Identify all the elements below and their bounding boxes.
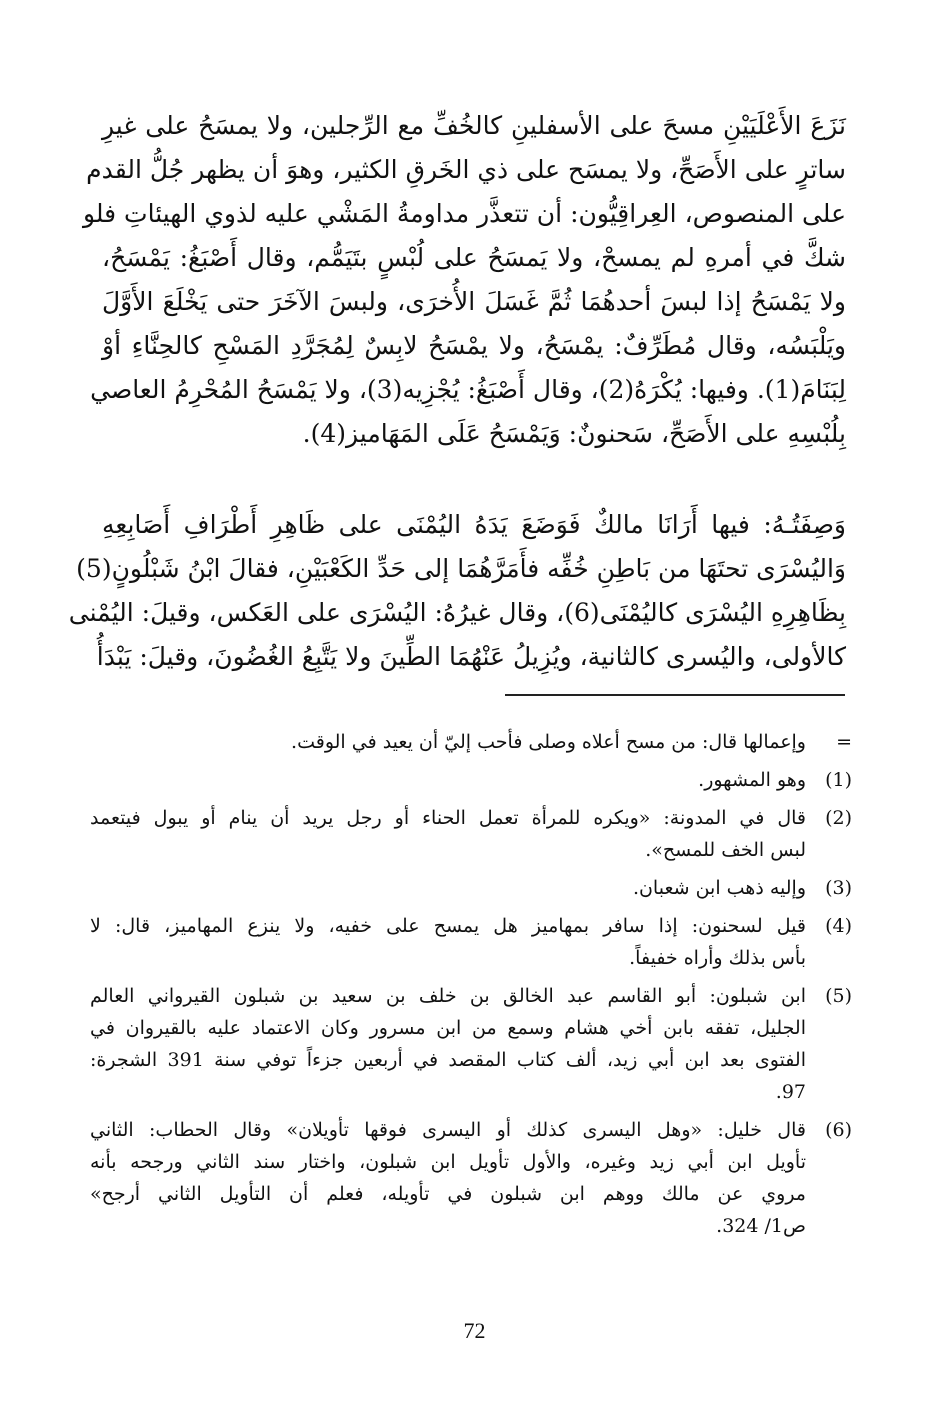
footnote-line: قال في المدونة: «ويكره للمرأة تعمل الحناء أو رجل يريد أن ينام أو يبول فيتعمد: [90, 807, 806, 829]
footnote-separator: [505, 694, 845, 696]
text-line: ولا يَمْسَحُ إذا لبسَ أحدهُمَا ثُمَّ غَسَلَ الأُخرَى، ولبسَ الآخَرَ حتى يَخْلَعَ الأَوَّلَ: [102, 287, 846, 316]
footnote-line: ص1/ 324.: [716, 1215, 806, 1237]
text-line: كالأولى، واليُسرى كالثانية، ويُزِيلُ عَنْهُمَا الطِّينَ ولا يَتَّبِعُ الغُضُونَ، وقيلَ: يَبْدَأُ: [96, 642, 846, 671]
footnote-line: وإعمالها قال: من مسح أعلاه وصلى فأحب إليّ أن يعيد في الوقت.: [291, 731, 806, 753]
footnote-mark: =: [836, 731, 852, 753]
footnote-5: [90, 980, 852, 1108]
main-paragraph-1: [82, 104, 846, 456]
page-number: 72: [463, 1318, 486, 1343]
footnote-1: [90, 764, 852, 796]
text-line: وَصِفَتُـهُ: فيها أَرَانَا مالكٌ فَوَضَعَ يَدَهُ اليُمْنَى على ظَاهِرِ أَطْرَافِ أَصَابِعِهِ: [102, 510, 846, 539]
footnote-line: وإليه ذهب ابن شعبان.: [632, 877, 806, 899]
text-line: ساترٍ على الأَصَحِّ، ولا يمسَح على ذي الخَرقِ الكثير، وهوَ أن يظهر جُلُّ القدم: [86, 155, 846, 184]
footnote-2: [90, 802, 852, 866]
footnote-mark: (2): [825, 807, 852, 829]
footnote-line: بأس بذلك وأراه خفيفاً.: [629, 947, 806, 969]
footnote-line: مروي عن مالك ووهم ابن شبلون في تأويله، فعلم أن التأويل الثاني أرجح»: [90, 1183, 806, 1205]
text-line: ويَلْبَسُه، وقال مُطَرِّفٌ: يمْسَحُ، ولا يمْسَحُ لابِسٌ لِمُجَرَّدِ المَسْحِ كالحِنَّاءِ أوْ: [102, 331, 846, 360]
main-paragraph-2: [68, 503, 846, 679]
footnote-3: [90, 872, 852, 904]
footnote-mark: (5): [825, 985, 852, 1007]
text-line: بِظَاهِرِهِ اليُسْرَى كاليُمْنَى(6)، وقال غيرُهُ: اليُسْرَى على العَكس، وقيلَ: اليُمْنى: [68, 598, 846, 627]
text-line: شكَّ في أمرهِ لم يمسحْ، ولا يَمسَحُ على لُبْسٍ بتَيَمُّم، وقال أَصْبَغُ: يَمْسَحُ،: [102, 243, 846, 272]
text-line: لِبَنَامَ(1). وفيها: يُكْرَهُ(2)، وقال أَصْبَغُ: يُجْزِيه(3)، ولا يَمْسَحُ المُحْرِمُ العاصي: [90, 375, 846, 404]
text-line: على المنصوص، العِراقِيُّون: أن تتعذَّر مداومةُ المَشْي عليه لذوي الهيئاتِ فلو: [82, 199, 846, 228]
footnote-line: ابن شبلون: أبو القاسم عبد الخالق بن خلف بن سعيد بن شبلون القيرواني العالم: [90, 985, 806, 1007]
text-line: وَاليُسْرَى تحتَهَا من بَاطِنِ خُفِّه فأَمَرَّهُمَا إلى حَدِّ الكَعْبَيْنِ، فقالَ ابْنُ شَبْلُونٍ(5): [76, 554, 846, 583]
footnote-line: 97.: [775, 1081, 806, 1103]
footnote-mark: (3): [825, 877, 852, 899]
footnote-6: [90, 1114, 852, 1242]
footnote-4: [90, 910, 852, 974]
text-line: بِلُبْسِهِ على الأَصَحِّ، سَحنونٌ: وَيَمْسَحُ عَلَى المَهَاميز(4).: [302, 419, 846, 448]
footnote-line: وهو المشهور.: [698, 769, 806, 791]
footnote-mark: (6): [825, 1119, 852, 1141]
footnote-line: تأويل ابن أبي زيد وغيره، والأول تأويل ابن شبلون، واختار سند الثاني ورجحه بأنه: [90, 1151, 806, 1173]
footnote-line: لبس الخف للمسح».: [645, 839, 806, 861]
text-line: نَزَعَ الأَعْلَيَيْنِ مسحَ على الأسفلينِ كالخُفِّ مع الرِّجلين، ولا يمسَحُ على غيرِ: [102, 111, 846, 140]
footnote-line: قال خليل: «وهل اليسرى كذلك أو اليسرى فوقها تأويلان» وقال الحطاب: الثاني: [90, 1119, 806, 1141]
footnotes: [90, 726, 852, 1248]
footnote-line: الفتوى بعد ابن أبي زيد، ألف كتاب المقصد في أربعين جزءاً توفي سنة 391 الشجرة:: [90, 1049, 806, 1071]
footnote-line: الجليل، تفقه بابن أخي هشام وسمع من ابن مسرور وكان الاعتماد عليه بالقيروان في: [90, 1017, 806, 1039]
footnote-continuation: [90, 726, 852, 758]
footnote-mark: (4): [825, 915, 852, 937]
footnote-line: قيل لسحنون: إذا سافر بمهاميز هل يمسح على خفيه، ولا ينزع المهاميز، قال: لا: [90, 915, 806, 937]
footnote-mark: (1): [825, 769, 852, 791]
